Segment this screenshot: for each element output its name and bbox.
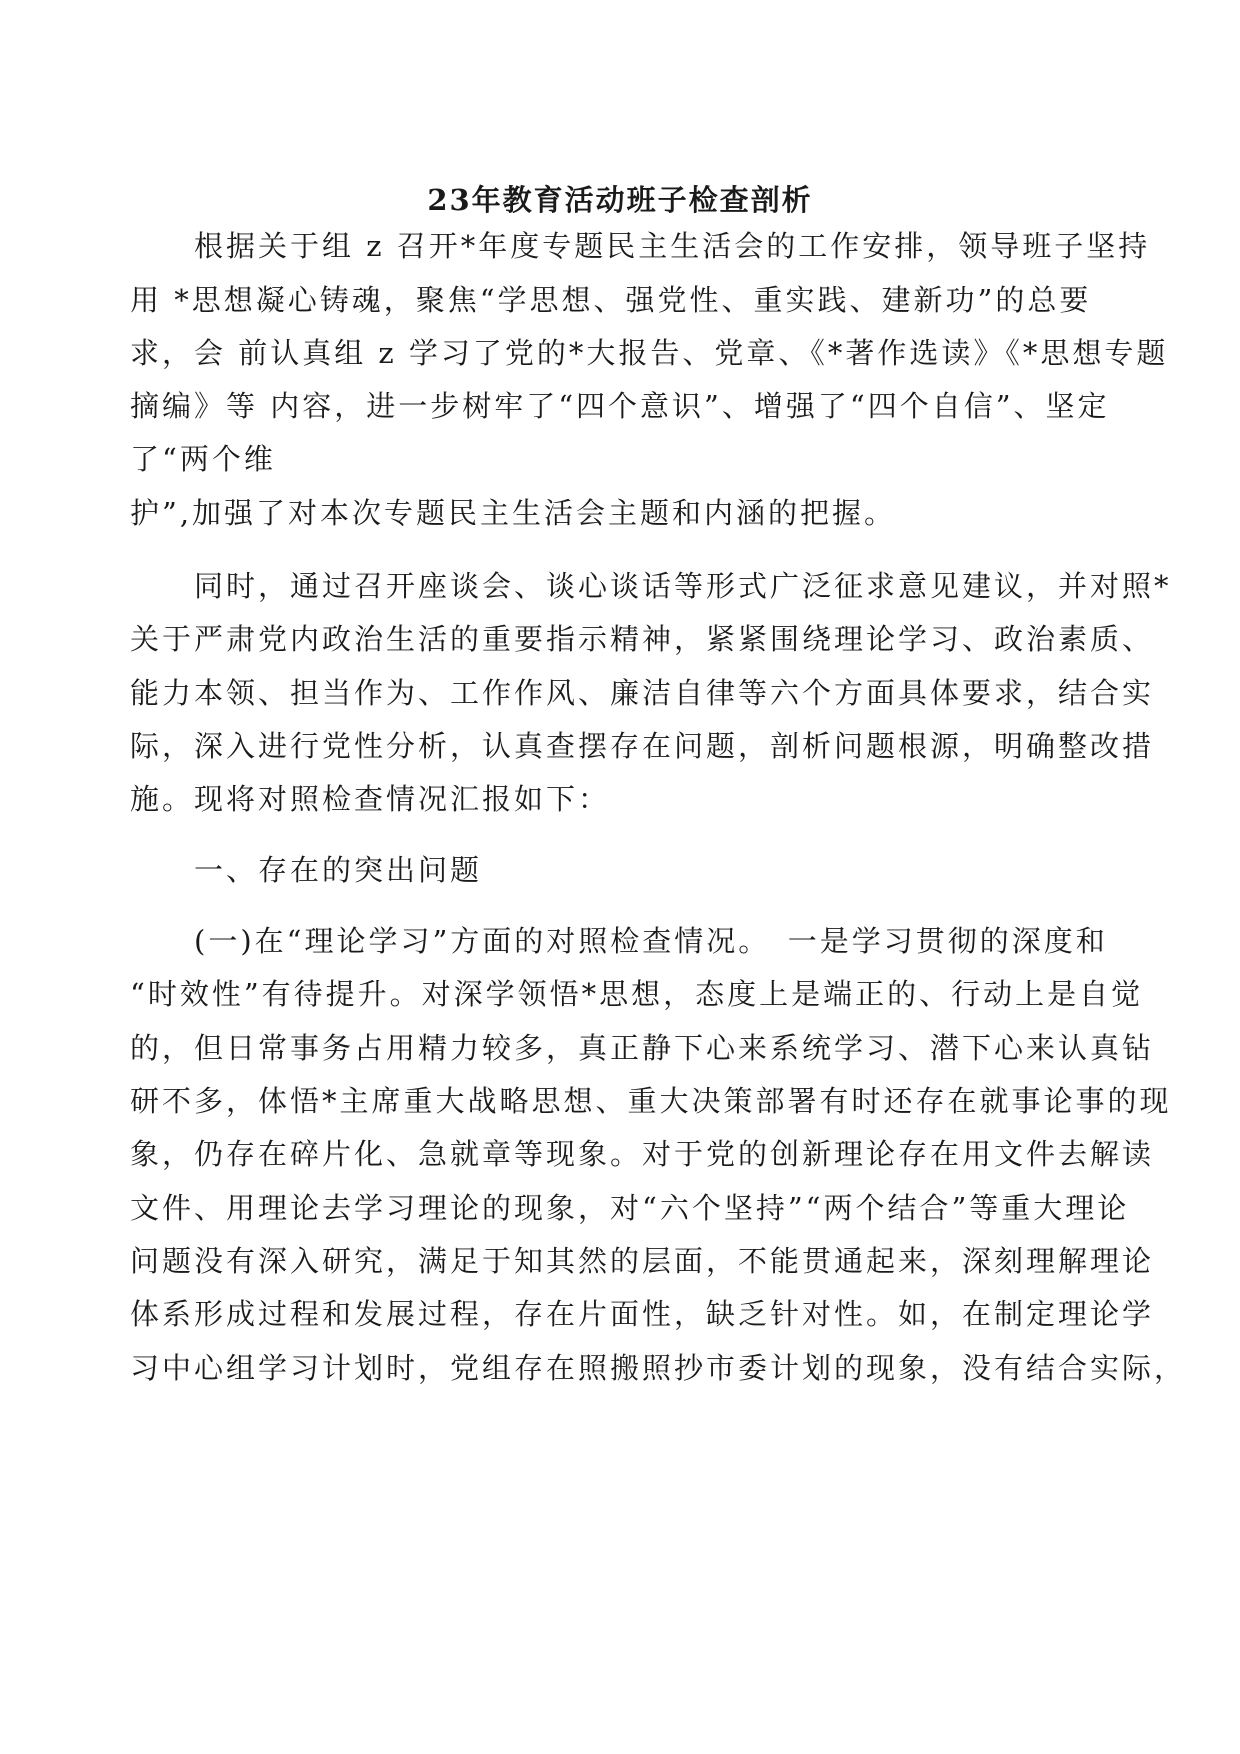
body-line: 关于严肃党内政治生活的重要指示精神，紧紧围绕理论学习、政治素质、 [130,622,1155,656]
section-heading: 一、存在的突出问题 [130,853,483,887]
body-line: 了“两个维 [130,442,276,476]
body-line: 问题没有深入研究，满足于知其然的层面，不能贯通起来，深刻理解理论 [130,1244,1155,1278]
body-line: 根据关于组 z 召开*年度专题民主生活会的工作安排，领导班子坚持 [130,229,1151,263]
body-line: 文件、用理论去学习理论的现象，对“六个坚持”“两个结合”等重大理论 [130,1191,1130,1225]
body-line: 同时，通过召开座谈会、谈心谈话等形式广泛征求意见建议，并对照* [130,569,1172,603]
body-line: 象，仍存在碎片化、急就章等现象。对于党的创新理论存在用文件去解读 [130,1137,1155,1171]
body-line: 求，会 前认真组 z 学习了党的*大报告、党章、《*著作选读》《*思想专题 [130,336,1169,370]
body-line: 体系形成过程和发展过程，存在片面性，缺乏针对性。如，在制定理论学 [130,1297,1155,1331]
body-line: (一)在“理论学习”方面的对照检查情况。 一是学习贯彻的深度和 [130,924,1108,958]
body-line: 施。现将对照检查情况汇报如下： [130,782,611,816]
body-line: 用 *思想凝心铸魂，聚焦“学思想、强党性、重实践、建新功”的总要 [130,283,1092,317]
body-line: 护”,加强了对本次专题民主生活会主题和内涵的把握。 [130,496,897,530]
body-line: 习中心组学习计划时，党组存在照搬照抄市委计划的现象，没有结合实际， [130,1351,1187,1385]
body-line: 的，但日常事务占用精力较多，真正静下心来系统学习、潜下心来认真钻 [130,1031,1155,1065]
body-line: 际，深入进行党性分析，认真查摆存在问题，剖析问题根源，明确整改措 [130,729,1155,763]
body-line: 能力本领、担当作为、工作作风、廉洁自律等六个方面具体要求，结合实 [130,676,1155,710]
body-line: 研不多，体悟*主席重大战略思想、重大决策部署有时还存在就事论事的现 [130,1084,1172,1118]
body-line: “时效性”有待提升。对深学领悟*思想，态度上是端正的、行动上是自觉 [130,977,1144,1011]
document-title: 23年教育活动班子检查剖析 [427,183,813,217]
body-line: 摘编》等 内容，进一步树牢了“四个意识”、增强了“四个自信”、坚定 [130,389,1110,423]
